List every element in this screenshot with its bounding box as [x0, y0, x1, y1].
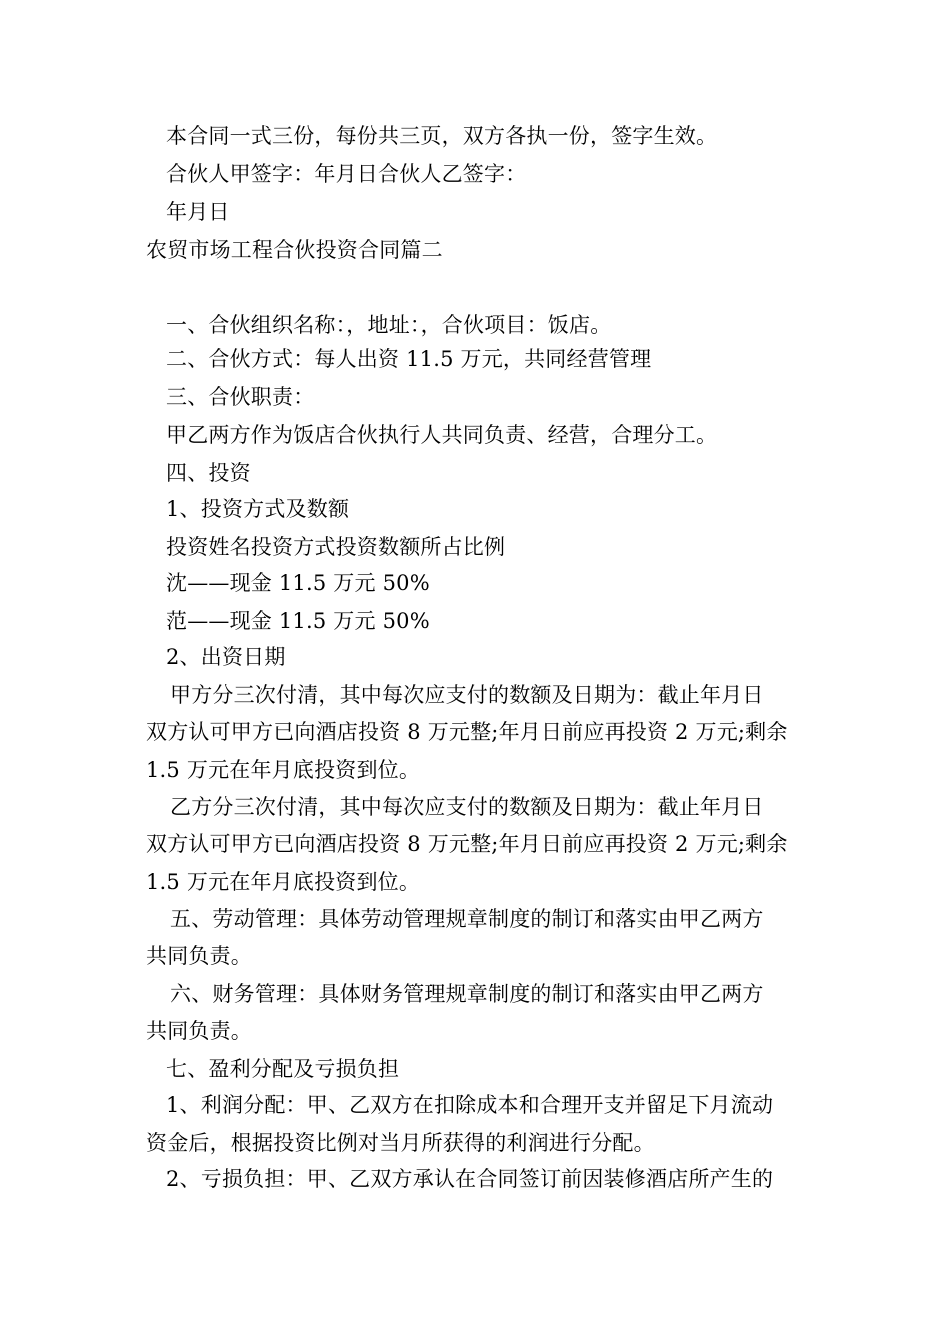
paragraph-copies-note: 本合同一式三份，每份共三页，双方各执一份，签字生效。: [166, 124, 718, 148]
clause-loss-bearing-line-1: 2、亏损负担：甲、乙双方承认在合同签订前因装修酒店所产生的: [166, 1167, 774, 1191]
investment-row-shen: 沈——现金 11.5 万元 50%: [166, 571, 430, 595]
section-title: 农贸市场工程合伙投资合同篇二: [146, 238, 443, 262]
party-a-payment-line-2: 双方认可甲方已向酒店投资 8 万元整;年月日前应再投资 2 万元;剩余: [146, 720, 788, 744]
clause-finance-management-line-1: 六、财务管理：具体财务管理规章制度的制订和落实由甲乙两方: [170, 982, 764, 1006]
party-b-payment-line-1: 乙方分三次付清，其中每次应支付的数额及日期为：截止年月日: [170, 795, 764, 819]
paragraph-signature-line: 合伙人甲签字：年月日合伙人乙签字：: [166, 162, 527, 186]
clause-partnership-name: 一、合伙组织名称：，地址：，合伙项目：饭店。: [166, 313, 612, 337]
clause-duties-heading: 三、合伙职责：: [166, 385, 315, 409]
party-b-payment-line-3: 1.5 万元在年月底投资到位。: [146, 870, 421, 894]
party-b-payment-line-2: 双方认可甲方已向酒店投资 8 万元整;年月日前应再投资 2 万元;剩余: [146, 832, 788, 856]
party-a-payment-line-3: 1.5 万元在年月底投资到位。: [146, 758, 421, 782]
clause-finance-management-line-2: 共同负责。: [146, 1019, 252, 1043]
clause-duties-text: 甲乙两方作为饭店合伙执行人共同负责、经营，合理分工。: [166, 423, 718, 447]
clause-profit-distribution-line-2: 资金后，根据投资比例对当月所获得的利润进行分配。: [146, 1131, 655, 1155]
clause-investment-heading: 四、投资: [166, 461, 251, 485]
clause-profit-loss-heading: 七、盈利分配及亏损负担: [166, 1057, 400, 1081]
investment-row-fan: 范——现金 11.5 万元 50%: [166, 609, 430, 633]
clause-labor-management-line-2: 共同负责。: [146, 944, 252, 968]
clause-profit-distribution-line-1: 1、利润分配：甲、乙双方在扣除成本和合理开支并留足下月流动: [166, 1093, 774, 1117]
clause-investment-subheading: 1、投资方式及数额: [166, 497, 350, 521]
clause-funding-date-heading: 2、出资日期: [166, 645, 286, 669]
investment-table-header: 投资姓名投资方式投资数额所占比例: [166, 535, 506, 559]
paragraph-date-line: 年月日: [166, 200, 230, 224]
clause-partnership-method: 二、合伙方式：每人出资 11.5 万元，共同经营管理: [166, 347, 652, 371]
clause-labor-management-line-1: 五、劳动管理：具体劳动管理规章制度的制订和落实由甲乙两方: [170, 907, 764, 931]
party-a-payment-line-1: 甲方分三次付清，其中每次应支付的数额及日期为：截止年月日: [170, 683, 764, 707]
